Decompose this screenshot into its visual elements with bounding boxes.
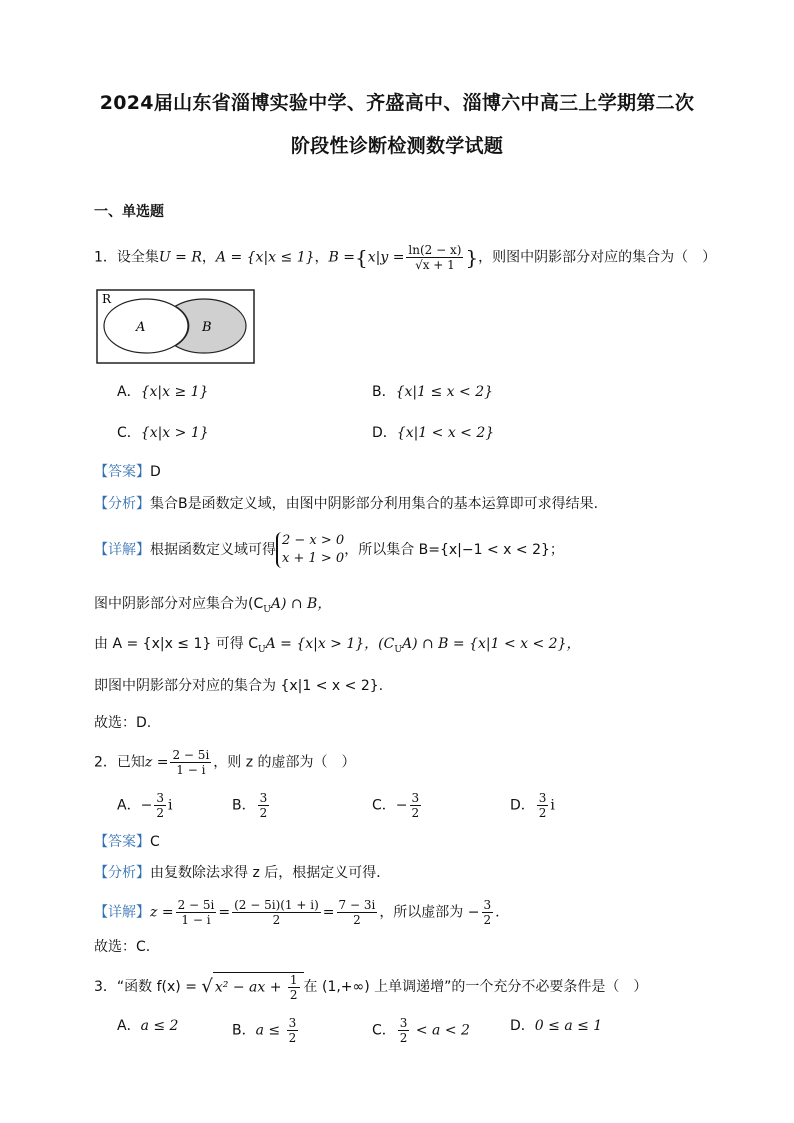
- section-heading: 一、单选题: [94, 204, 164, 220]
- q3-option-b[interactable]: B．a ≤ $\frac{3}{2}$: [232, 1016, 297, 1045]
- page-title-line1: 2024届山东省淄博实验中学、齐盛高中、淄博六中高三上学期第二次: [99, 92, 695, 114]
- q1-choose: 故选：D.: [94, 715, 152, 731]
- q1-option-b[interactable]: B．{x|1 ≤ x < 2}: [372, 384, 494, 400]
- q1-option-d[interactable]: D．{x|1 < x < 2}: [372, 425, 495, 441]
- q1-detail: 【详解】根据函数定义域可得 2 − x > 0 x + 1 > 0 ，所以集合 B={x|−1 < x < 2}；: [94, 533, 564, 566]
- q2-option-a[interactable]: A．− $\frac{3}{2}$ i: [117, 791, 173, 820]
- q2-option-b[interactable]: B． $\frac{3}{2}$: [232, 791, 268, 820]
- q3-option-d[interactable]: D．0 ≤ a ≤ 1: [510, 1018, 603, 1034]
- venn-label-b: B: [202, 320, 212, 335]
- q1-line3: 由 A = {x|x ≤ 1} 可得 $C_UA = \{x|x > 1\}$，$(C_UA)$ ∩ B = {x|1 < x < 2}，: [94, 636, 581, 655]
- q2-choose: 故选：C.: [94, 939, 151, 955]
- q1-answer: 【答案】D: [94, 464, 161, 480]
- venn-set-a: [104, 299, 188, 353]
- q2-stem: 2．已知z = $\frac{2 - 5i}{1 - i}$ ，则 z 的虚部为（ ）: [94, 748, 356, 777]
- q3-stem: 3．“函数 f(x) = √ x² − ax + $\frac{1}{2}$ 在 (1,+∞) 上单调递增”的一个充分不必要条件是（ ）: [94, 973, 648, 1002]
- venn-label-a: A: [136, 320, 146, 335]
- q1-stem: 1．设全集U = R，A = {x|x ≤ 1}，B ={x|y = $\frac{\ln(2 - x)}{√x + 1}$ }，则图中阴影部分对应的集合为（ ）: [94, 243, 717, 272]
- page-title-line2: 阶段性诊断检测数学试题: [290, 135, 504, 157]
- q3-option-c[interactable]: C． $\frac{3}{2}$ < a < 2: [372, 1016, 470, 1045]
- q1-analysis: 【分析】集合B是函数定义域，由图中阴影部分利用集合的基本运算即可求得结果.: [94, 496, 599, 512]
- q1-line4: 即图中阴影部分对应的集合为 {x|1 < x < 2}.: [94, 678, 384, 694]
- q1-option-a[interactable]: A．{x|x ≥ 1}: [117, 384, 209, 400]
- q2-option-d[interactable]: D． $\frac{3}{2}$ i: [510, 791, 555, 820]
- q3-option-a[interactable]: A．a ≤ 2: [117, 1018, 179, 1034]
- q2-answer: 【答案】C: [94, 834, 160, 850]
- q1-option-c[interactable]: C．{x|x > 1}: [117, 425, 209, 441]
- q2-analysis: 【分析】由复数除法求得 z 后，根据定义可得．: [94, 865, 391, 881]
- q1-line2: 图中阴影部分对应集合为$(C_UA)$ ∩ B，: [94, 596, 332, 615]
- q2-option-c[interactable]: C．− $\frac{3}{2}$: [372, 791, 420, 820]
- venn-label-r: R: [102, 292, 112, 306]
- venn-diagram: [96, 289, 256, 365]
- q2-detail: 【详解】z = $\frac{2 - 5i}{1 - i}$ = $\frac{(2 - 5i)(1 + i)}{2}$ = $\frac{7 - 3i}{2}$ ，所以虚部为 − $\frac{3}{2}$ .: [94, 898, 500, 927]
